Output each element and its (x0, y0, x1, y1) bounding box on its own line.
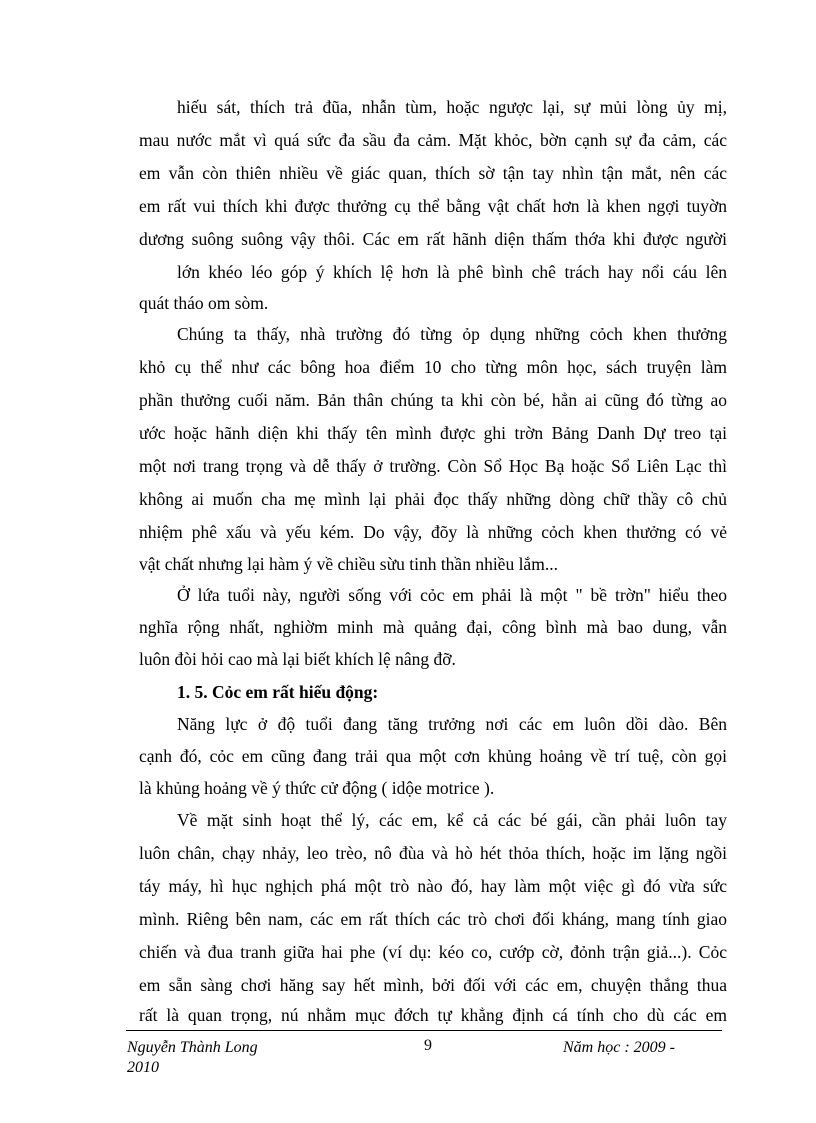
body-line: lớn khéo léo góp ý khích lệ hơn là phê bình chê trách hay nổi cáu lên (177, 262, 727, 282)
body-line: táy máy, hì hục nghịch phá một trò nào đó, hay làm một việc gì đó vừa sức (139, 876, 727, 896)
footer-divider (126, 1030, 722, 1031)
body-line: không ai muốn cha mẹ mình lại phải đọc thấy những dòng chữ thầy cô chủ (139, 489, 727, 509)
body-line: một nơi trang trọng và dễ thấy ở trường. Còn Sổ Học Bạ hoặc Sổ Liên Lạc thì (139, 456, 727, 476)
body-line: rất là quan trọng, nú nhằm mục đớch tự khẳng định cá tính cho dù các em (139, 1005, 727, 1025)
body-line: là khủng hoảng về ý thức cử động ( idộe motrice ). (139, 778, 495, 798)
body-line: nhiệm phê xấu và yếu kém. Do vậy, đõy là những cỏch khen thưởng có vẻ (139, 522, 727, 542)
footer-school-year-end: 2010 (127, 1059, 159, 1076)
body-line: ước hoặc hãnh diện khi thấy tên mình được ghi trờn Bảng Danh Dự treo tại (139, 423, 727, 443)
body-line: luôn đòi hỏi cao mà lại biết khích lệ nâng đỡ. (139, 649, 456, 669)
body-line: Chúng ta thấy, nhà trường đó từng ỏp dụng những cỏch khen thưởng (177, 324, 727, 344)
body-line: dương suông suông vậy thôi. Các em rất hãnh diện thấm thớa khi được người (139, 229, 727, 249)
body-line: cạnh đó, cỏc em cũng đang trải qua một cơn khủng hoảng về trí tuệ, còn gọi (139, 746, 727, 766)
body-line: em rất vui thích khi được thưởng cụ thể bằng vật chất hơn là khen ngợi tuyờn (139, 196, 727, 216)
body-line: mau nước mắt vì quá sức đa sầu đa cảm. Mặt khỏc, bờn cạnh sự đa cảm, các (139, 130, 727, 150)
body-line: vật chất nhưng lại hàm ý về chiều sừu tinh thần nhiều lắm... (139, 554, 558, 574)
footer-author: Nguyễn Thành Long (127, 1039, 258, 1056)
body-line: Về mặt sinh hoạt thể lý, các em, kể cả các bé gái, cần phải luôn tay (177, 810, 727, 830)
body-line: mình. Riêng bên nam, các em rất thích các trò chơi đối kháng, mang tính giao (139, 909, 727, 929)
footer-page-number: 9 (424, 1037, 432, 1054)
body-line: nghĩa rộng nhất, nghiờm minh mà quảng đại, công bình mà bao dung, vẫn (139, 617, 727, 637)
body-line: chiến và đua tranh giữa hai phe (ví dụ: kéo co, cướp cờ, đỏnh trận giả...). Cỏc (139, 942, 727, 962)
footer-school-year: Năm học : 2009 - (563, 1039, 675, 1056)
body-line: luôn chân, chạy nhảy, leo trèo, nô đùa và hò hét thỏa thích, hoặc im lặng ngồi (139, 843, 727, 863)
body-line: em sẵn sàng chơi hăng say hết mình, bởi đối với các em, chuyện thắng thua (139, 975, 727, 995)
body-line: khỏ cụ thể như các bông hoa điểm 10 cho từng môn học, sách truyện làm (139, 357, 727, 377)
body-line: em vẫn còn thiên nhiều về giác quan, thích sờ tận tay nhìn tận mắt, nên các (139, 163, 727, 183)
body-line: hiếu sát, thích trả đũa, nhẫn tùm, hoặc ngược lại, sự mủi lòng ủy mị, (177, 97, 727, 117)
section-heading: 1. 5. Cỏc em rất hiếu động: (177, 682, 379, 702)
body-line: Năng lực ở độ tuổi đang tăng trưởng nơi các em luôn dồi dào. Bên (177, 714, 727, 734)
body-line: Ở lứa tuổi này, người sống với cỏc em phải là một " bề trờn" hiểu theo (177, 585, 727, 605)
body-line: quát tháo om sòm. (139, 293, 269, 313)
body-line: phần thưởng cuối năm. Bản thân chúng ta khi còn bé, hẳn ai cũng đó từng ao (139, 390, 727, 410)
